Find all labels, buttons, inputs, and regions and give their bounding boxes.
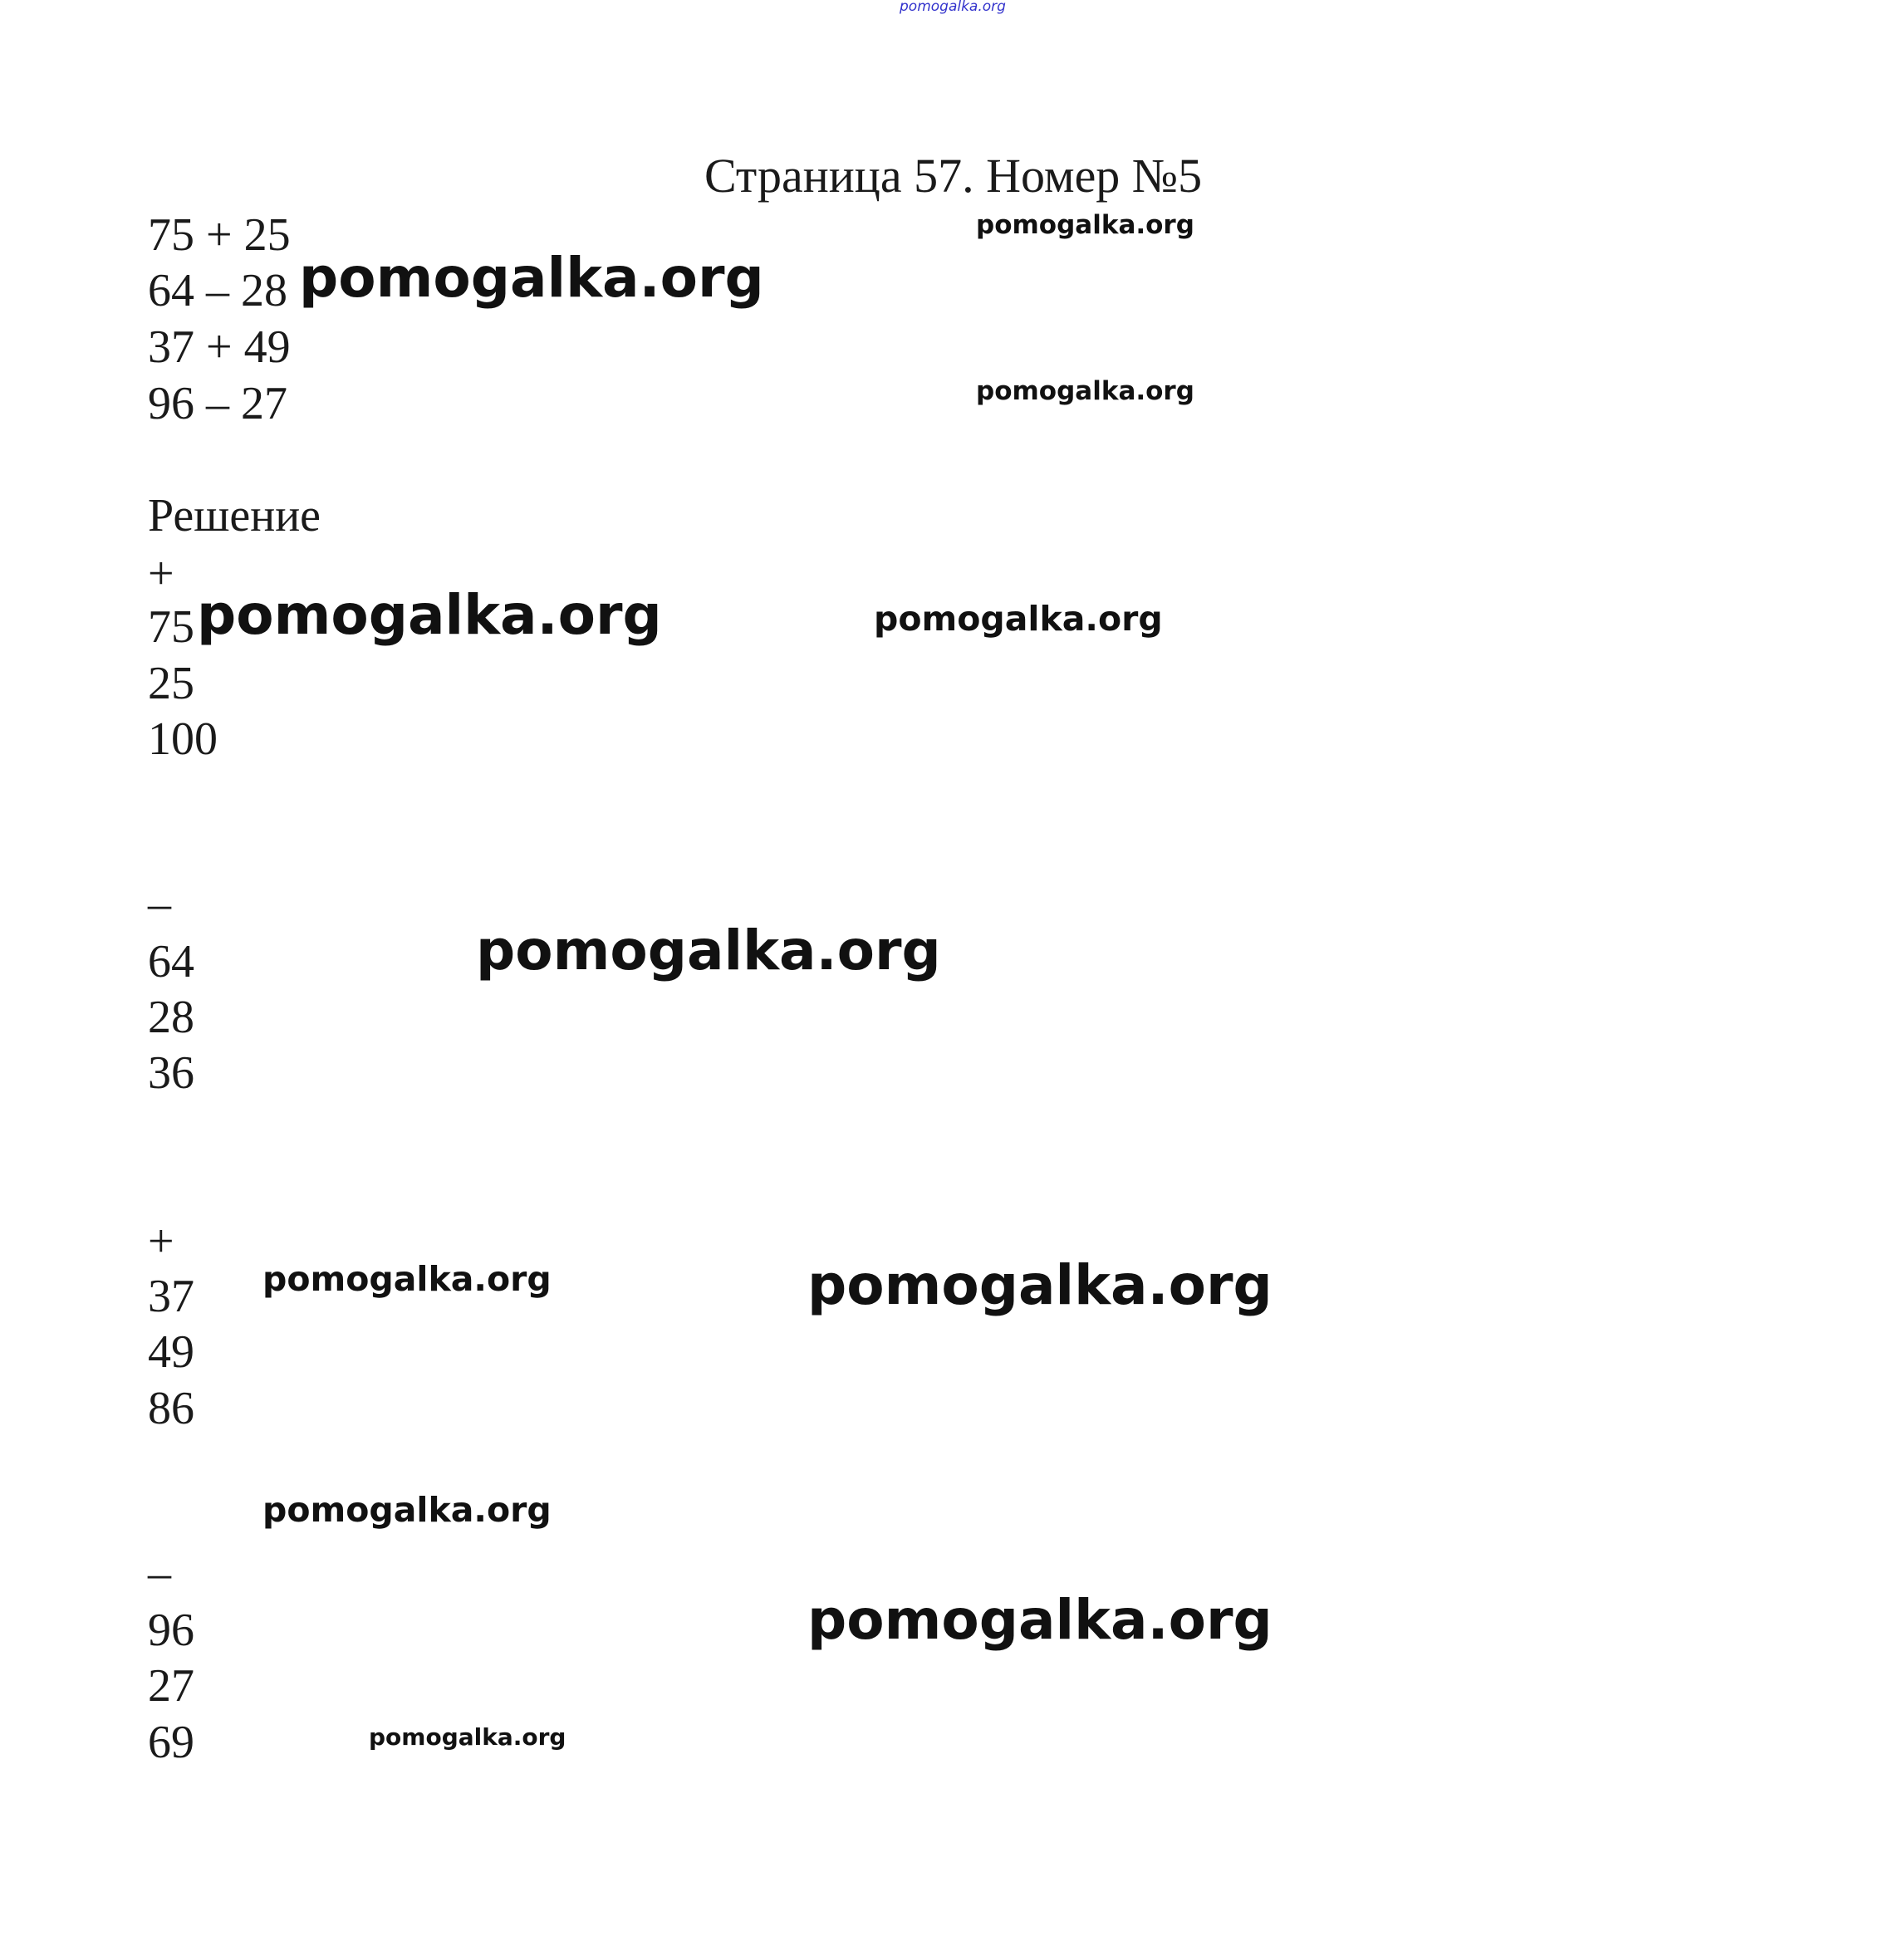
page-title: Страница 57. Номер №5: [704, 149, 1203, 203]
expression-1: 75 + 25: [148, 209, 291, 261]
block-2-operand-2: 28: [148, 992, 194, 1043]
block-3-operand-1: 37: [148, 1271, 194, 1322]
watermark: pomogalka.org: [299, 246, 764, 310]
block-3-result: 86: [148, 1383, 194, 1434]
block-4-operand-1: 96: [148, 1605, 194, 1656]
watermark: pomogalka.org: [874, 599, 1163, 639]
block-1-operand-1: 75: [148, 601, 194, 653]
expression-3: 37 + 49: [148, 321, 291, 373]
block-1-operand-2: 25: [148, 658, 194, 709]
watermark: pomogalka.org: [976, 210, 1194, 240]
watermark: pomogalka.org: [262, 1490, 552, 1530]
block-4-operand-2: 27: [148, 1660, 194, 1712]
watermark: pomogalka.org: [262, 1259, 552, 1299]
top-watermark: pomogalka.org: [900, 0, 1006, 15]
block-2-operand-1: 64: [148, 936, 194, 987]
block-2-result: 36: [148, 1047, 194, 1099]
block-4-operator: –: [148, 1547, 171, 1599]
expression-4: 96 – 27: [148, 378, 287, 429]
expression-2: 64 – 28: [148, 265, 287, 316]
watermark: pomogalka.org: [807, 1588, 1273, 1652]
watermark: pomogalka.org: [369, 1723, 566, 1751]
block-1-result: 100: [148, 713, 218, 765]
watermark: pomogalka.org: [807, 1253, 1273, 1317]
watermark: pomogalka.org: [197, 583, 662, 647]
block-4-result: 69: [148, 1717, 194, 1768]
watermark: pomogalka.org: [976, 376, 1194, 406]
watermark: pomogalka.org: [476, 919, 941, 982]
solution-heading: Решение: [148, 490, 321, 541]
block-2-operator: –: [148, 878, 171, 929]
block-3-operand-2: 49: [148, 1326, 194, 1378]
block-3-operator: +: [148, 1216, 174, 1267]
block-1-operator: +: [148, 548, 174, 600]
